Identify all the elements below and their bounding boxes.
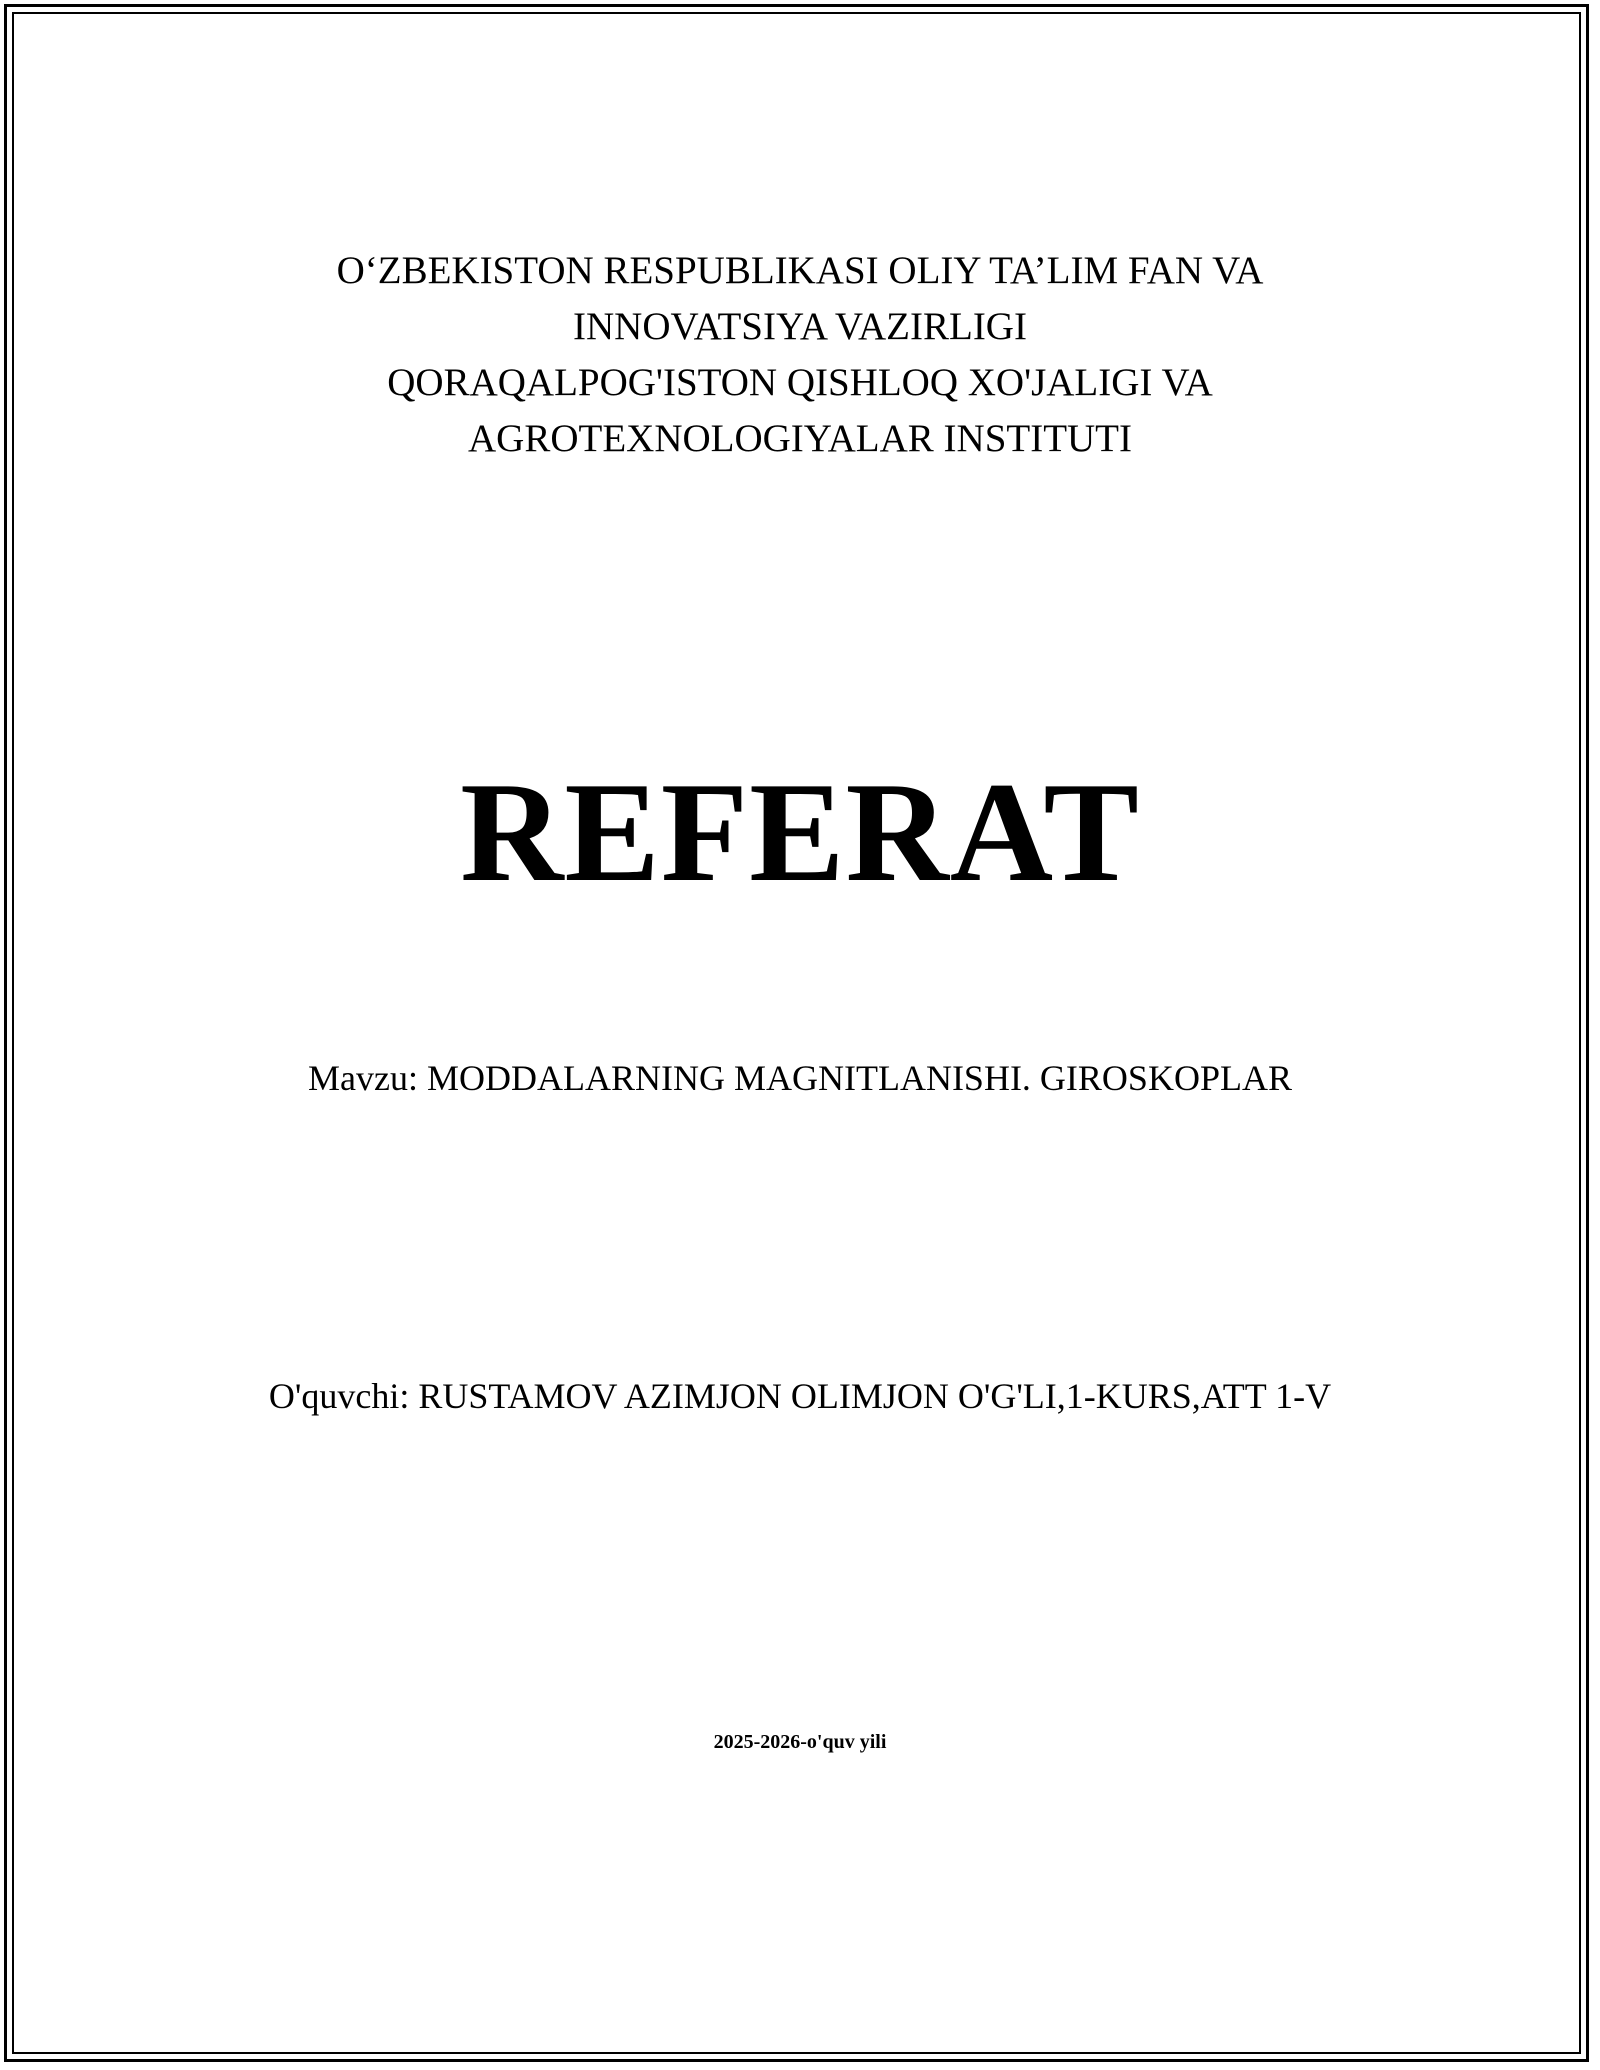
header-line-ministry-1: O‘ZBEKISTON RESPUBLIKASI OLIY TA’LIM FAN VA: [336, 249, 1264, 292]
student-line: O'quvchi: RUSTAMOV AZIMJON OLIMJON O'G'LI,1-KURS,ATT 1-V: [268, 1376, 1332, 1416]
topic-line: Mavzu: MODDALARNING MAGNITLANISHI. GIROSKOPLAR: [308, 1058, 1292, 1098]
header-line-ministry-2: INNOVATSIYA VAZIRLIGI: [573, 305, 1027, 348]
document-title: REFERAT: [460, 753, 1140, 911]
institution-header: [0, 243, 1600, 467]
header-line-institute-1: QORAQALPOG'ISTON QISHLOQ XO'JALIGI VA: [387, 361, 1213, 404]
header-line-institute-2: AGROTEXNOLOGIYALAR INSTITUTI: [468, 417, 1132, 460]
academic-year: 2025-2026-o'quv yili: [713, 1731, 887, 1753]
